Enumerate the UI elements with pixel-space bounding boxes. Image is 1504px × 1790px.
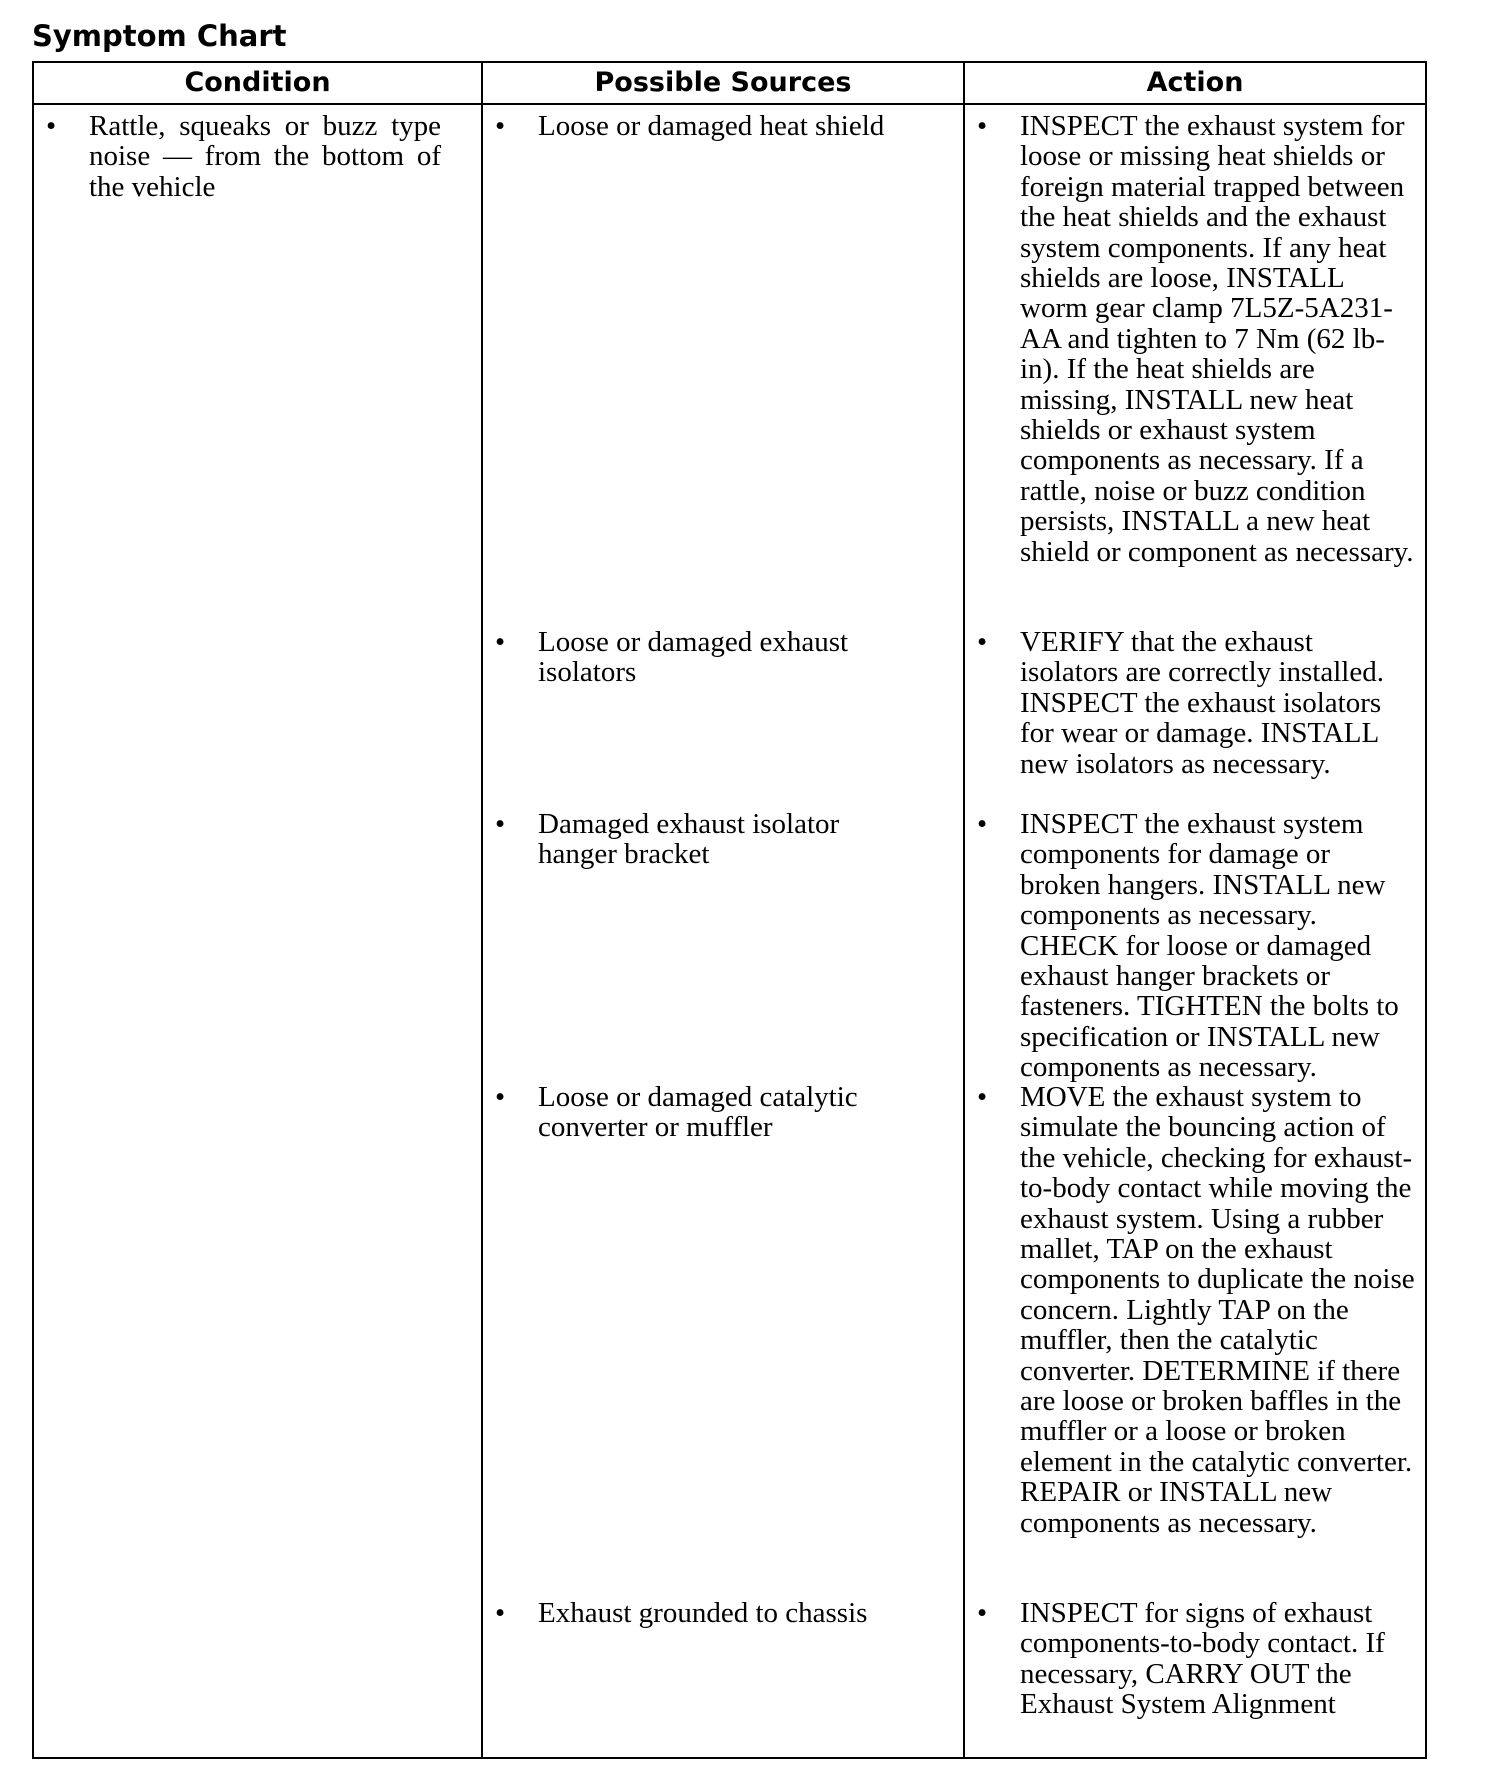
page-title: Symptom Chart bbox=[32, 19, 287, 53]
table-header-row bbox=[33, 62, 1426, 104]
action-item: • MOVE the exhaust system to simulate the bouncing action of the vehicle, checking for exhaust-to-body contact while moving the exhaust system. Using a rubber mallet, TAP on the exhaust components to duplicate the noise concern. Lightly TAP on the muffler, then the catalytic converter. DETERMINE if there are loose or broken baffles in the muffler or a loose or broken element in the catalytic converter. REPAIR or INSTALL new components as necessary. bbox=[965, 1082, 1425, 1598]
header-condition: Condition bbox=[33, 62, 482, 104]
symptom-chart-table bbox=[32, 61, 1427, 1759]
action-item: • INSPECT the exhaust system for loose or missing heat shields or foreign material trapped between the heat shields and the exhaust system components. If any heat shields are loose, INSTALL worm gear clamp 7L5Z-5A231-AA and tighten to 7 Nm (62 lb-in). If the heat shields are missing, INSTALL new heat shields or exhaust system components as necessary. If a rattle, noise or buzz condition persists, INSTALL a new heat shield or component as necessary. bbox=[965, 111, 1425, 627]
header-possible-sources: Possible Sources bbox=[482, 62, 964, 104]
source-item: • Loose or damaged heat shield bbox=[483, 111, 963, 627]
possible-sources-cell bbox=[482, 104, 964, 1758]
condition-text: • Rattle, squeaks or buzz type noise — from the bottom of the vehicle bbox=[34, 111, 481, 202]
action-item: • VERIFY that the exhaust isolators are correctly installed. INSPECT the exhaust isolators for wear or damage. INSTALL new isolators as necessary. bbox=[965, 627, 1425, 809]
action-cell bbox=[964, 104, 1426, 1758]
table-row bbox=[33, 104, 1426, 1758]
action-item: • INSPECT for signs of exhaust components-to-body contact. If necessary, CARRY OUT the Exhaust System Alignment bbox=[965, 1598, 1425, 1720]
action-item: • INSPECT the exhaust system components for damage or broken hangers. INSTALL new components as necessary. CHECK for loose or damaged exhaust hanger brackets or fasteners. TIGHTEN the bolts to specification or INSTALL new components as necessary. bbox=[965, 809, 1425, 1082]
source-item: • Damaged exhaust isolator hanger bracket bbox=[483, 809, 963, 1082]
source-item: • Loose or damaged exhaust isolators bbox=[483, 627, 963, 809]
source-item: • Exhaust grounded to chassis bbox=[483, 1598, 963, 1628]
condition-cell bbox=[33, 104, 482, 1758]
header-action: Action bbox=[964, 62, 1426, 104]
source-item: • Loose or damaged catalytic converter or muffler bbox=[483, 1082, 963, 1598]
